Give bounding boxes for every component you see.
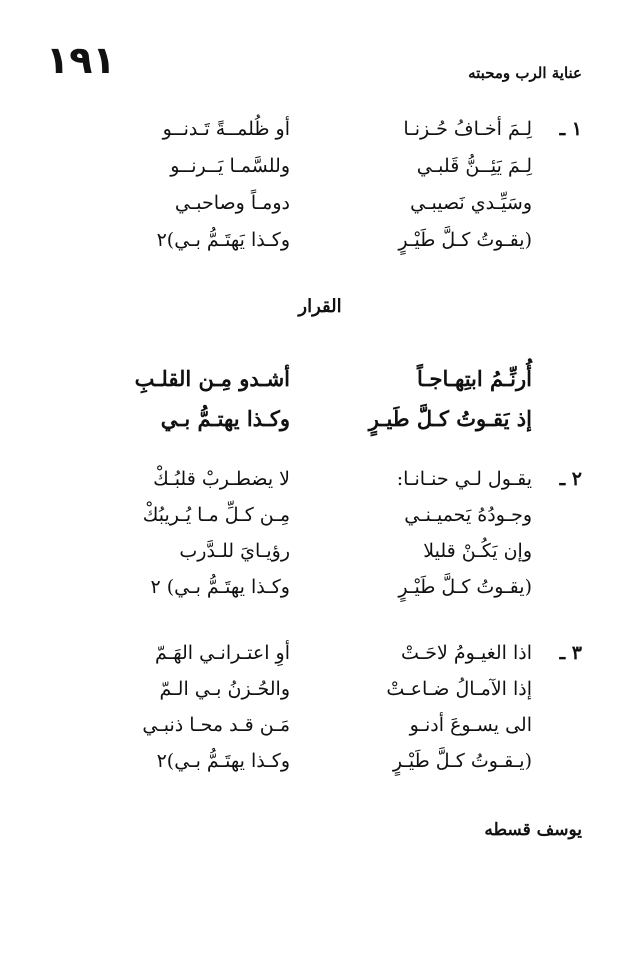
verse-line [0, 192, 640, 226]
left-hemistich: وكـذا يهتـمُّ بـي [160, 406, 290, 431]
verse-line [0, 714, 640, 748]
left-hemistich: مَـن قـد محـا ذنبـي [142, 714, 290, 736]
left-hemistich: والحُـزنُ بـي الـمّ [159, 678, 290, 700]
verse-line [0, 118, 640, 152]
stanza-number: ٣ ـ [559, 642, 582, 664]
left-hemistich: رؤيـايَ للـدَّرب [179, 540, 290, 562]
right-hemistich: الى يسـوعَ أدنـو [409, 714, 532, 736]
verse-line [0, 540, 640, 574]
left-hemistich: وكـذا يَهتَـمُّ بـي)٢ [156, 229, 290, 251]
verse-line [0, 576, 640, 610]
left-hemistich: لا يضطـربْ قلبُـكْ [153, 468, 290, 490]
right-hemistich: (يـقـوتُ كـلَّ طَيْـرٍ [392, 750, 532, 772]
refrain-title: القرار [298, 296, 342, 317]
stanza-number: ٢ ـ [559, 468, 582, 490]
left-hemistich: أوِ اعتـرانـي الهَـمّ [155, 642, 290, 664]
left-hemistich: أو ظُلمــةً تَـدنــو [162, 118, 290, 140]
left-hemistich: أشـدو مِـن القلـبِ [134, 366, 290, 391]
verse-line [0, 155, 640, 189]
right-hemistich: (يقـوتُ كـلَّ طَيْـرٍ [398, 576, 532, 598]
left-hemistich: وللسَّمـا يَــرنــو [170, 155, 290, 177]
page-number: ١٩١ [46, 38, 116, 82]
refrain-line [0, 366, 640, 400]
right-hemistich: يقـول لـي حنـانـا: [396, 468, 532, 490]
verse-line [0, 642, 640, 676]
right-hemistich: (يقـوتُ كـلَّ طَيْـرٍ [398, 229, 532, 251]
left-hemistich: وكـذا يهتَـمُّ بـي)٢ [156, 750, 290, 772]
running-title: عناية الرب ومحبته [468, 64, 582, 82]
verse-line [0, 504, 640, 538]
right-hemistich: إذ يَقـوتُ كـلَّ طَيـرٍ [368, 406, 532, 431]
right-hemistich: أُرنِّـمُ ابتِهـاجـاً [416, 366, 532, 391]
verse-line [0, 229, 640, 263]
stanza-number: ١ ـ [559, 118, 582, 140]
verse-line [0, 678, 640, 712]
right-hemistich: وجـودُهُ يَحميـنـي [404, 504, 532, 526]
right-hemistich: لِـمَ يَئِــنُّ قَلبـي [416, 155, 532, 177]
right-hemistich: وإن يَكُـنْ قليلا [423, 540, 532, 562]
right-hemistich: وسَيِّـدي نَصيبـي [410, 192, 532, 214]
right-hemistich: إذا الآمـالُ ضـاعـتْ [386, 678, 532, 700]
left-hemistich: دومـاً وصاحبـي [174, 192, 290, 214]
left-hemistich: مِـن كـلِّ مـا يُـريبُكْ [142, 504, 290, 526]
right-hemistich: اذا الغيـومُ لاحَـتْ [400, 642, 532, 664]
verse-line [0, 750, 640, 784]
left-hemistich: وكـذا يهتَـمُّ بـي) ٢ [150, 576, 290, 598]
right-hemistich: لِـمَ أخـافُ حُـزنـا [403, 118, 532, 140]
refrain-line [0, 406, 640, 440]
author-name: يوسف قسطه [484, 820, 582, 840]
verse-line [0, 468, 640, 502]
